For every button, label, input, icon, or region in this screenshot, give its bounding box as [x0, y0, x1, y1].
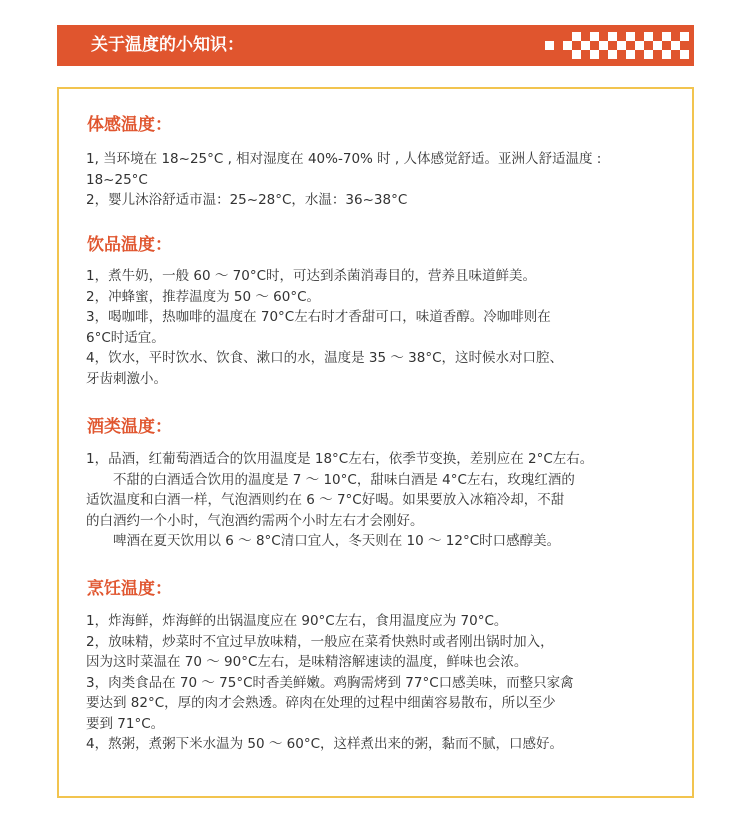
section-title-body-temp: 体感温度：: [87, 115, 172, 135]
section-body-drinks: [86, 266, 666, 389]
text-line: 要达到 82°C，厚的肉才会熟透。碎肉在处理的过程中细菌容易散布，所以至少: [86, 695, 556, 711]
checker-cell: [626, 50, 635, 59]
checker-cell: [635, 41, 644, 50]
text-line: 啤酒在夏天饮用以 6 ～ 8°C清口宜人，冬天则在 10 ～ 12°C时口感醇美。: [113, 533, 561, 549]
text-line: 牙齿刺激小。: [86, 370, 167, 387]
text-line: 要到 71°C。: [86, 715, 165, 732]
checker-cell: [644, 50, 653, 59]
checker-cell: [662, 50, 671, 59]
checker-cell: [680, 32, 689, 41]
text-line: 4，熬粥，煮粥下米水温为 50 ～ 60°C，这样煮出来的粥，黏而不腻，口感好。: [86, 736, 563, 752]
section-title-wine: 酒类温度：: [87, 417, 172, 437]
checker-cell: [644, 32, 653, 41]
checker-cell: [608, 32, 617, 41]
checker-cell: [626, 32, 635, 41]
checker-cell: [680, 50, 689, 59]
text-line: 1, 当环境在 18~25°C , 相对湿度在 40%-70% 时 , 人体感觉舒适。亚洲人舒适温度 :: [86, 151, 602, 167]
checker-cell: [581, 41, 590, 50]
checker-pattern-icon: [545, 32, 689, 59]
section-body-wine: [86, 449, 666, 552]
text-line: 的白酒约一个小时，气泡酒约需两个小时左右才会刚好。: [86, 512, 424, 529]
checker-cell: [653, 41, 662, 50]
section-body-cooking: [86, 611, 666, 755]
text-line: 2，婴儿沐浴舒适市温：25~28°C，水温：36~38°C: [86, 192, 408, 208]
text-line: 1，炸海鲜，炸海鲜的出锅温度应在 90°C左右，食用温度应为 70°C。: [86, 613, 508, 629]
text-line: 3，喝咖啡，热咖啡的温度在 70°C左右时才香甜可口，味道香醇。冷咖啡则在: [86, 309, 551, 325]
text-line: 2，冲蜂蜜，推荐温度为 50 ～ 60°C。: [86, 288, 320, 305]
checker-cell: [563, 41, 572, 50]
text-line: 6°C时适宜。: [86, 329, 165, 346]
checker-cell: [599, 41, 608, 50]
text-line: 3，肉类食品在 70 ～ 75°C时香美鲜嫩。鸡胸需烤到 77°C口感美味，而整只家禽: [86, 674, 574, 691]
text-line: 1，品酒，红葡萄酒适合的饮用温度是 18°C左右，依季节变换，差别应在 2°C左右。: [86, 451, 594, 467]
checker-cell: [572, 50, 581, 59]
text-line: 1，煮牛奶，一般 60 ～ 70°C时，可达到杀菌消毒目的，营养且味道鲜美。: [86, 268, 536, 284]
text-line: 18~25°C: [86, 171, 148, 188]
text-line: 适饮温度和白酒一样，气泡酒则约在 6 ～ 7°C好喝。如果要放入冰箱冷却，不甜: [86, 492, 565, 508]
section-body-body-temp: [86, 149, 666, 211]
text-line: 2，放味精，炒菜时不宜过早放味精，一般应在菜肴快熟时或者刚出锅时加入，: [86, 633, 554, 650]
header-title: 关于温度的小知识：: [91, 35, 244, 55]
checker-cell: [545, 41, 554, 50]
checker-cell: [662, 32, 671, 41]
content-box: [57, 87, 694, 798]
checker-cell: [671, 41, 680, 50]
checker-cell: [572, 32, 581, 41]
header-banner: [57, 25, 694, 66]
checker-cell: [608, 50, 617, 59]
text-line: 因为这时菜温在 70 ～ 90°C左右，是味精溶解速读的温度，鲜味也会浓。: [86, 654, 528, 670]
text-line: 不甜的白酒适合饮用的温度是 7 ～ 10°C，甜味白酒是 4°C左右，玫瑰红酒的: [113, 471, 575, 488]
section-title-cooking: 烹饪温度：: [87, 579, 172, 599]
checker-cell: [590, 32, 599, 41]
checker-cell: [617, 41, 626, 50]
section-title-drinks: 饮品温度：: [87, 235, 172, 255]
text-line: 4，饮水，平时饮水、饮食、漱口的水，温度是 35 ～ 38°C，这时候水对口腔、: [86, 350, 563, 366]
checker-cell: [590, 50, 599, 59]
